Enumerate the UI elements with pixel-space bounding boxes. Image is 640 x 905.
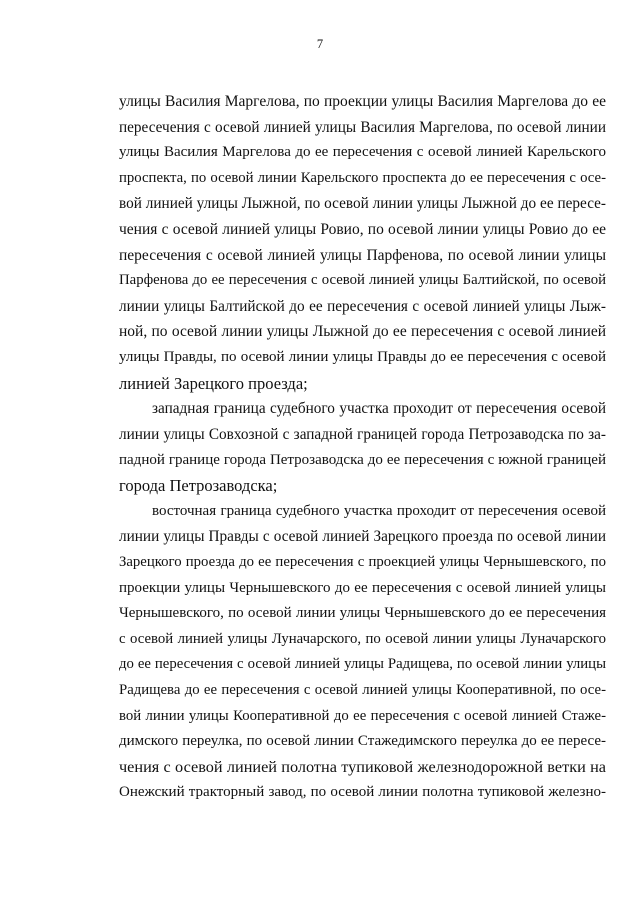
- text-line: с осевой линией улицы Луначарского, по осевой линии улицы Луначарского: [119, 630, 606, 647]
- text-line: вой линией улицы Лыжной, по осевой линии улицы Лыжной до ее пересе-: [119, 195, 606, 213]
- text-line: линии улицы Совхозной с западной границей города Петрозаводска по за-: [119, 425, 606, 443]
- text-line: города Петрозаводска;: [119, 476, 278, 496]
- document-body: [119, 89, 606, 806]
- text-line: до ее пересечения с осевой линией улицы Радищева, по осевой линии улицы: [119, 656, 606, 673]
- text-line: Радищева до ее пересечения с осевой линией улицы Кооперативной, по осе-: [119, 682, 606, 699]
- text-line: улицы Правды, по осевой линии улицы Правды до ее пересечения с осевой: [119, 349, 606, 366]
- text-line: пересечения с осевой линией улицы Василия Маргелова, по осевой линии: [119, 118, 606, 136]
- text-line: Онежский тракторный завод, по осевой линии полотна тупиковой железно-: [119, 784, 606, 801]
- text-line: Зарецкого проезда до ее пересечения с проекцией улицы Чернышевского, по: [119, 553, 606, 570]
- text-line: линией Зарецкого проезда;: [119, 373, 308, 393]
- text-line: вой линии улицы Кооперативной до ее пересечения с осевой линией Стаже-: [119, 707, 606, 724]
- text-line: проспекта, по осевой линии Карельского проспекта до ее пересечения с осе-: [119, 169, 606, 186]
- text-line: чения с осевой линией полотна тупиковой железнодорожной ветки на: [119, 757, 606, 776]
- text-line: пересечения с осевой линией улицы Парфенова, по осевой линии улицы: [119, 246, 606, 264]
- text-line: линии улицы Правды с осевой линией Зарецкого проезда по осевой линии: [119, 528, 606, 546]
- text-line: улицы Василия Маргелова до ее пересечения с осевой линией Карельского: [119, 144, 606, 161]
- text-line: чения с осевой линией улицы Ровио, по осевой линии улицы Ровио до ее: [119, 221, 606, 239]
- page-number: 7: [316, 37, 324, 51]
- text-line: Чернышевского, по осевой линии улицы Чернышевского до ее пересечения: [119, 605, 606, 622]
- text-line: падной границе города Петрозаводска до ее пересечения с южной границей: [119, 451, 606, 468]
- text-line: восточная граница судебного участка проходит от пересечения осевой: [152, 502, 606, 519]
- text-line: улицы Василия Маргелова, по проекции улицы Василия Маргелова до ее: [119, 93, 606, 110]
- text-line: димского переулка, по осевой линии Стажедимского переулка до ее пересе-: [119, 733, 606, 750]
- text-line: Парфенова до ее пересечения с осевой линией улицы Балтийской, по осевой: [119, 272, 606, 289]
- text-line: проекции улицы Чернышевского до ее пересечения с осевой линией улицы: [119, 579, 606, 596]
- text-line: линии улицы Балтийской до ее пересечения с осевой линией улицы Лыж-: [119, 297, 606, 315]
- text-line: западная граница судебного участка проходит от пересечения осевой: [152, 400, 606, 418]
- text-line: ной, по осевой линии улицы Лыжной до ее пересечения с осевой линией: [119, 323, 606, 341]
